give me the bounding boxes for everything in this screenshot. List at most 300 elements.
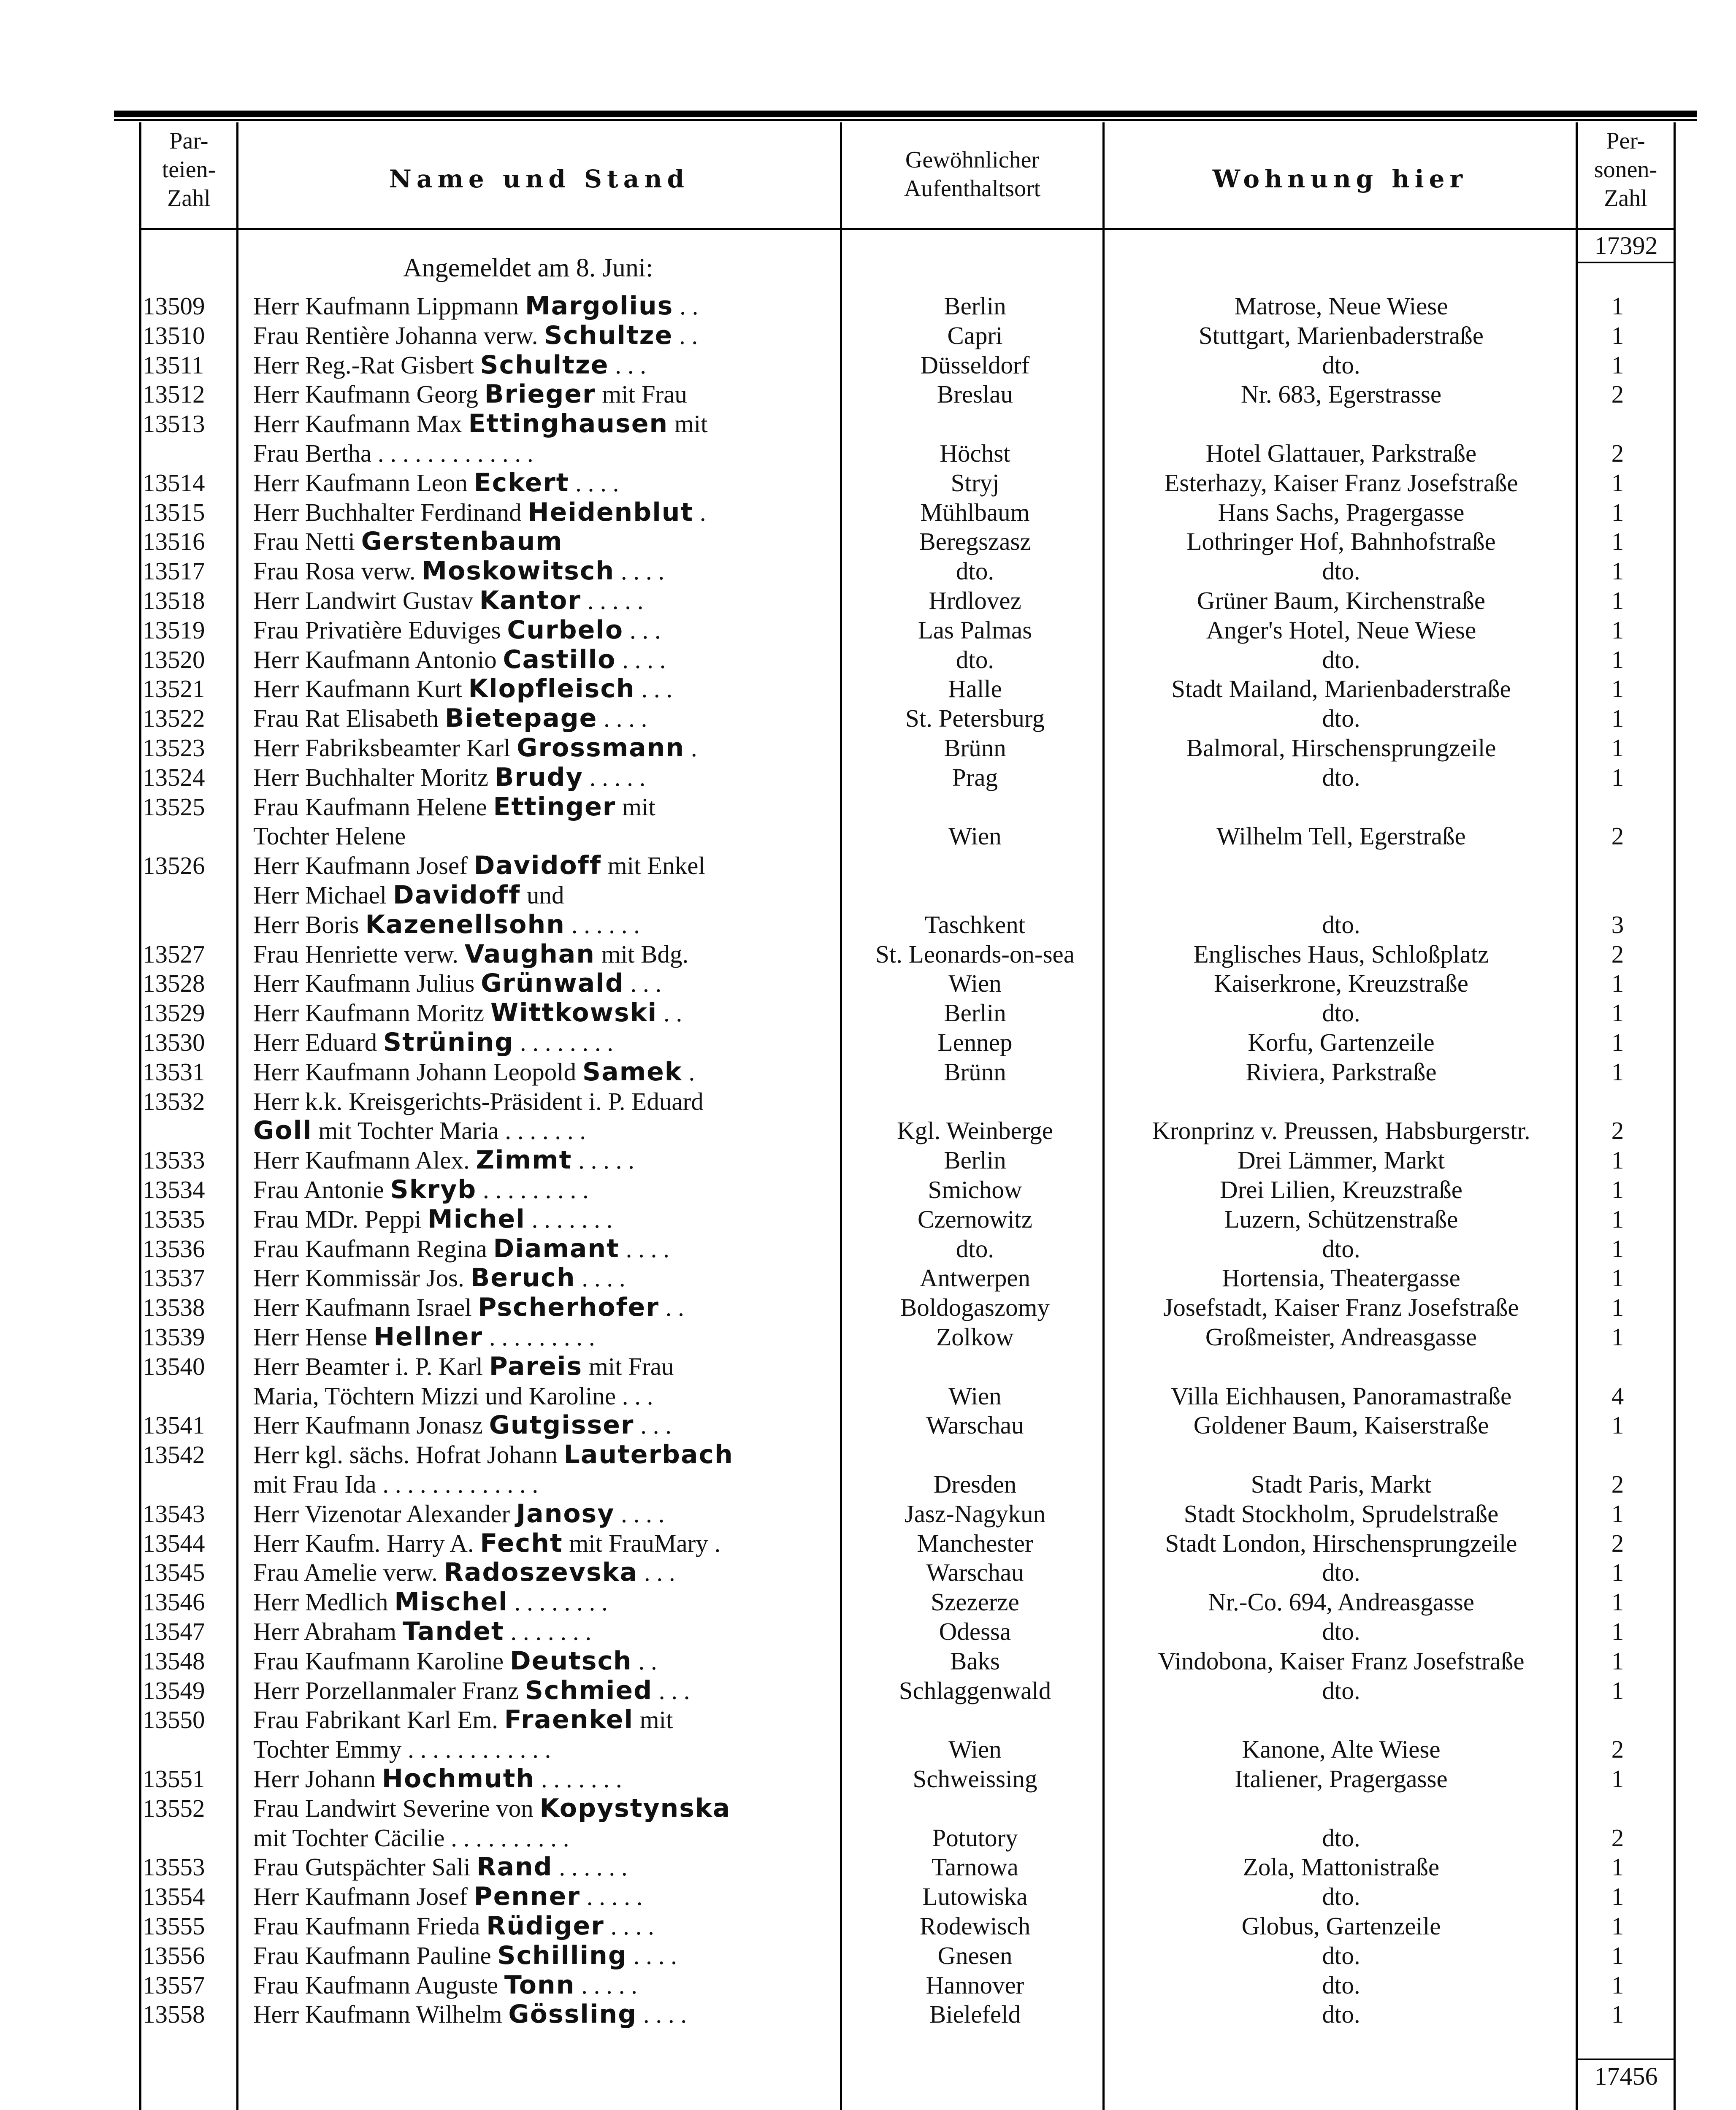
row-number: 13528 [143,969,205,997]
name-suffix: . . . . [627,1942,677,1969]
row-name [253,1469,831,1499]
row-origin: Boldogaszomy [900,1293,1050,1321]
name-suffix: und [520,881,564,909]
row-origin: Breslau [937,380,1013,408]
name-prefix: Herr Kaufmann Antonio [253,646,503,674]
name-suffix: mit Tochter Maria . . . . . . . [312,1117,586,1144]
name-suffix: . . . . . [572,1146,634,1174]
row-residence: Vindobona, Kaiser Franz Josefstraße [1158,1647,1525,1675]
row-name [253,1911,831,1941]
name-prefix: Frau Rosa verw. [253,557,422,585]
row-origin: Berlin [944,1146,1006,1174]
surname: Tonn [504,1970,575,2000]
surname: Penner [474,1882,581,1911]
row-name [253,968,831,998]
row-origin: dto. [956,557,994,585]
row-persons: 1 [1611,1058,1624,1086]
row-persons: 1 [1611,292,1624,320]
surname: Pscherhofer [478,1293,659,1322]
row-residence: Hotel Glattauer, Parkstraße [1205,439,1477,467]
row-persons: 2 [1611,1824,1624,1852]
name-suffix: mit Frau [596,380,687,408]
header-origin-line1: Gewöhnlicher [905,147,1040,173]
row-name [253,1204,831,1234]
name-suffix: . . . . . . . [504,1618,592,1645]
name-prefix: Herr Porzellanmaler Franz [253,1677,525,1704]
name-suffix: . . [657,999,682,1027]
name-suffix: mit FrauMary . [563,1529,721,1557]
name-suffix: mit [616,793,655,821]
name-prefix: Herr Fabriksbeamter Karl [253,734,517,762]
row-name [253,556,831,586]
row-persons: 1 [1611,616,1624,644]
row-persons: 1 [1611,1853,1624,1881]
name-suffix: . . . [653,1677,690,1704]
name-suffix: . . . . [615,1500,665,1528]
surname: Mischel [394,1587,508,1617]
row-number: 13544 [143,1529,205,1557]
name-prefix: Tochter Helene [253,822,406,850]
row-name [253,1410,831,1440]
name-prefix: Herr Kaufm. Harry A. [253,1529,480,1557]
row-persons: 1 [1611,969,1624,997]
surname: Schmied [525,1676,653,1705]
name-suffix: . . . . . . . . [514,1028,614,1056]
row-residence: Zola, Mattonistraße [1243,1853,1440,1881]
name-prefix: Herr Kaufmann Leon [253,469,474,497]
name-prefix: Frau Kaufmann Regina [253,1235,493,1263]
row-residence: Nr.-Co. 694, Andreasgasse [1208,1588,1474,1616]
row-name [253,1823,831,1853]
row-residence: Anger's Hotel, Neue Wiese [1206,616,1476,644]
header-col-persons [1578,127,1674,213]
row-name [253,998,831,1028]
row-number: 13513 [143,410,205,438]
row-persons: 1 [1611,469,1624,497]
row-origin: Rodewisch [919,1912,1031,1940]
name-prefix: Herr Kaufmann Josef [253,852,474,879]
surname: Davidoff [393,880,521,910]
row-persons: 1 [1611,1205,1624,1233]
row-residence: Wilhelm Tell, Egerstraße [1216,822,1466,850]
row-name [253,1941,831,1970]
row-number: 13557 [143,1971,205,1999]
surname: Beruch [470,1263,576,1293]
surname: Ettinger [493,792,616,822]
surname: Margolius [525,291,674,321]
surname: Strüning [383,1028,514,1057]
row-number: 13520 [143,646,205,674]
row-number: 13556 [143,1942,205,1969]
row-name [253,498,831,527]
row-name [253,1528,831,1558]
row-name [253,1499,831,1528]
row-number: 13555 [143,1912,205,1940]
row-residence: Englisches Haus, Schloßplatz [1193,940,1489,968]
carry-out-rule [1578,2059,1674,2060]
header-col-name: Name und Stand [389,165,690,193]
row-name [253,674,831,703]
row-name [253,1322,831,1352]
row-origin: Mühlbaum [920,498,1030,526]
row-name [253,645,831,674]
name-suffix: . . . [609,351,646,379]
row-number: 13537 [143,1264,205,1292]
row-name [253,1440,831,1469]
surname: Skryb [390,1175,477,1204]
row-name [253,1646,831,1676]
row-residence: Hortensia, Theatergasse [1222,1264,1460,1292]
row-origin: Bielefeld [929,2000,1021,2028]
name-prefix: Herr Kaufmann Moritz [253,999,490,1027]
row-origin: Berlin [944,999,1006,1027]
header-persons-line2: sonen- [1594,157,1657,183]
row-residence: Italiener, Pragergasse [1235,1765,1448,1793]
row-persons: 1 [1611,1146,1624,1174]
row-origin: Schweissing [913,1765,1037,1793]
surname: Klopfleisch [468,674,635,703]
row-number: 13530 [143,1028,205,1056]
row-persons: 1 [1611,1883,1624,1910]
row-residence: Esterhazy, Kaiser Franz Josefstraße [1164,469,1518,497]
row-persons: 2 [1611,1470,1624,1498]
row-residence: Stadt London, Hirschensprungzeile [1165,1529,1517,1557]
surname: Pareis [489,1352,583,1381]
row-residence: Drei Lämmer, Markt [1238,1146,1445,1174]
row-residence: Riviera, Parkstraße [1246,1058,1437,1086]
name-prefix: Herr Vizenotar Alexander [253,1500,516,1528]
row-residence: dto. [1322,1618,1360,1645]
row-persons: 1 [1611,1500,1624,1528]
surname: Rüdiger [486,1911,604,1941]
name-suffix: . . . . . . . . . [477,1176,589,1204]
row-origin: Capri [947,322,1003,349]
row-residence: Kanone, Alte Wiese [1242,1735,1441,1763]
row-residence: Josefstadt, Kaiser Franz Josefstraße [1163,1293,1519,1321]
row-number: 13545 [143,1558,205,1586]
surname: Schultze [480,350,609,380]
row-number: 13526 [143,852,205,879]
row-residence: Balmoral, Hirschensprungzeile [1186,734,1496,762]
surname: Vaughan [464,939,595,969]
row-persons: 1 [1611,1588,1624,1616]
name-prefix: mit Tochter Cäcilie . . . . . . . . . . [253,1824,569,1852]
row-number: 13550 [143,1706,205,1734]
name-suffix: . . . . . . . . . [483,1323,595,1351]
surname: Castillo [503,645,616,674]
row-persons: 1 [1611,1912,1624,1940]
surname: Eckert [474,468,569,498]
name-prefix: Herr Landwirt Gustav [253,587,479,614]
row-origin: Brünn [944,1058,1006,1086]
row-number: 13514 [143,469,205,497]
name-suffix: . . . [635,675,673,703]
row-name [253,527,831,556]
row-name [253,1116,831,1145]
row-name [253,615,831,645]
row-origin: Beregszasz [919,528,1031,555]
row-origin: dto. [956,1235,994,1263]
row-name [253,586,831,615]
row-name [253,1617,831,1646]
row-residence: dto. [1322,911,1360,939]
row-number: 13510 [143,322,205,349]
name-prefix: Herr Medlich [253,1588,395,1616]
row-name [253,1794,831,1823]
row-number: 13527 [143,940,205,968]
row-origin: Warschau [926,1558,1024,1586]
name-suffix: . . . [624,969,662,997]
row-origin: Smichow [928,1176,1022,1204]
row-residence: dto. [1322,1558,1360,1586]
surname: Curbelo [507,615,624,645]
row-origin: Hrdlovez [929,587,1021,614]
row-residence: dto. [1322,1883,1360,1910]
name-suffix: . . . . . . . . [508,1588,608,1616]
name-prefix: Frau Kaufmann Helene [253,793,493,821]
row-residence: Drei Lilien, Kreuzstraße [1220,1176,1462,1204]
name-prefix: Frau Rat Elisabeth [253,704,445,732]
row-name [253,1175,831,1204]
surname: Rand [477,1852,553,1882]
row-persons: 1 [1611,646,1624,674]
surname: Hellner [374,1322,483,1352]
row-residence: Großmeister, Andreasgasse [1205,1323,1477,1351]
row-persons: 1 [1611,498,1624,526]
row-name [253,1293,831,1322]
name-prefix: Herr Kaufmann Kurt [253,675,469,703]
surname: Michel [428,1204,525,1234]
header-persons-line1: Per- [1606,128,1645,154]
row-origin: Baks [950,1647,1000,1675]
row-origin: Wien [948,1735,1002,1763]
name-suffix: . . [673,292,699,320]
name-suffix: . . . . . . [552,1853,628,1881]
name-prefix: Herr Michael [253,881,393,909]
name-suffix: . . [659,1293,684,1321]
name-prefix: mit Frau Ida . . . . . . . . . . . . . [253,1470,539,1498]
row-origin: Odessa [939,1618,1011,1645]
header-num-line1: Par- [169,128,209,154]
row-name [253,1705,831,1734]
name-prefix: Herr Kaufmann Alex. [253,1146,476,1174]
name-prefix: Frau Kaufmann Auguste [253,1971,504,1999]
surname: Gerstenbaum [361,527,563,556]
surname: Lauterbach [563,1440,734,1469]
row-name [253,1734,831,1764]
section-label: Angemeldet am 8. Juni: [403,254,653,282]
name-prefix: Frau Fabrikant Karl Em. [253,1706,504,1734]
row-name [253,1882,831,1911]
row-persons: 1 [1611,1323,1624,1351]
row-name [253,910,831,939]
row-origin: Czernowitz [918,1205,1032,1233]
name-suffix: . . . . . . [565,911,640,939]
row-residence: dto. [1322,704,1360,732]
name-suffix: . [685,734,697,762]
header-col-origin [842,146,1102,203]
surname: Tandet [402,1617,504,1646]
row-number: 13517 [143,557,205,585]
row-name [253,1263,831,1293]
row-name [253,409,831,438]
header-origin-line2: Aufenthaltsort [904,176,1041,202]
top-rule-thin [114,119,1697,121]
top-rule [114,111,1697,117]
row-number: 13522 [143,704,205,732]
row-persons: 1 [1611,1677,1624,1704]
row-name [253,350,831,380]
surname: Brieger [484,379,596,409]
row-number: 13518 [143,587,205,614]
name-suffix: . . . . . [575,1971,637,1999]
row-name [253,939,831,969]
name-suffix: mit Frau [582,1353,674,1380]
name-suffix: . . . . [615,557,665,585]
name-prefix: Herr Eduard [253,1028,383,1056]
name-prefix: Frau Kaufmann Frieda [253,1912,487,1940]
surname: Davidoff [474,851,601,880]
row-origin: Stryj [951,469,999,497]
row-origin: dto. [956,646,994,674]
header-num-line2: teien- [162,157,216,183]
surname: Fecht [480,1528,563,1558]
row-origin: Tarnowa [932,1853,1018,1881]
row-residence: Goldener Baum, Kaiserstraße [1193,1411,1489,1439]
row-persons: 2 [1611,822,1624,850]
row-number: 13511 [143,351,204,379]
row-number: 13524 [143,763,205,791]
name-suffix: . . [632,1647,657,1675]
row-number: 13553 [143,1853,205,1881]
surname: Radoszevska [444,1558,638,1587]
surname: Hochmuth [382,1764,535,1794]
surname: Heidenblut [528,498,694,527]
row-persons: 2 [1611,1529,1624,1557]
row-origin: Halle [948,675,1002,703]
row-persons: 1 [1611,2000,1624,2028]
surname: Brudy [494,763,583,792]
surname: Fraenkel [504,1705,634,1734]
row-origin: Gnesen [937,1942,1013,1969]
name-prefix: Frau MDr. Peppi [253,1205,428,1233]
name-prefix: Herr Kaufmann Lippmann [253,292,525,320]
name-suffix: . . . . [604,1912,654,1940]
row-number: 13540 [143,1353,205,1380]
carry-in-total: 17392 [1594,232,1658,260]
row-residence: Matrose, Neue Wiese [1234,292,1448,320]
row-persons: 1 [1611,322,1624,349]
name-prefix: Frau Landwirt Severine von [253,1794,540,1822]
name-prefix: Herr Boris [253,911,366,939]
row-residence: Grüner Baum, Kirchenstraße [1197,587,1486,614]
row-name [253,1145,831,1175]
row-number: 13539 [143,1323,205,1351]
row-residence: dto. [1322,1677,1360,1704]
surname: Ettinghausen [468,409,669,438]
row-name [253,851,831,880]
surname: Deutsch [509,1646,632,1676]
row-residence: Korfu, Gartenzeile [1248,1028,1435,1056]
carry-in-rule [1578,262,1674,263]
name-suffix: . [693,498,706,526]
column-rule-right [1674,122,1676,2110]
name-suffix: . . . . . [581,587,644,614]
row-residence: dto. [1322,1235,1360,1263]
name-prefix: Frau Kaufmann Karoline [253,1647,510,1675]
row-persons: 1 [1611,1293,1624,1321]
surname: Bietepage [444,703,598,733]
name-suffix: mit [633,1706,673,1734]
header-col-home: Wohnung hier [1212,165,1468,193]
row-persons: 1 [1611,1971,1624,1999]
row-residence: dto. [1322,1824,1360,1852]
row-name [253,1676,831,1705]
row-residence: dto. [1322,646,1360,674]
row-number: 13533 [143,1146,205,1174]
row-persons: 1 [1611,1028,1624,1056]
row-persons: 1 [1611,1942,1624,1969]
row-number: 13546 [143,1588,205,1616]
row-persons: 2 [1611,380,1624,408]
row-residence: Stadt Mailand, Marienbaderstraße [1171,675,1511,703]
name-prefix: Herr kgl. sächs. Hofrat Johann [253,1441,564,1469]
header-col-num [141,127,236,213]
row-name [253,438,831,468]
row-persons: 1 [1611,557,1624,585]
row-residence: dto. [1322,1942,1360,1969]
name-suffix: . . . [634,1411,672,1439]
name-prefix: Herr Hense [253,1323,374,1351]
row-number: 13538 [143,1293,205,1321]
row-origin: Taschkent [924,911,1026,939]
row-persons: 1 [1611,1618,1624,1645]
row-origin: Wien [948,1382,1002,1410]
row-residence: Kronprinz v. Preussen, Habsburgerstr. [1152,1117,1530,1144]
row-residence: Stuttgart, Marienbaderstraße [1199,322,1484,349]
row-persons: 1 [1611,1765,1624,1793]
name-prefix: Herr Buchhalter Moritz [253,763,495,791]
row-number: 13509 [143,292,205,320]
surname: Kazenellsohn [365,910,565,939]
name-suffix: . . . . [619,1235,669,1263]
row-residence: dto. [1322,2000,1360,2028]
row-persons: 2 [1611,940,1624,968]
row-number: 13541 [143,1411,205,1439]
surname: Schultze [544,321,673,350]
surname: Zimmt [476,1145,572,1175]
row-name [253,291,831,321]
row-number: 13547 [143,1618,205,1645]
name-prefix: Frau Rentière Johanna verw. [253,322,544,349]
row-number: 13535 [143,1205,205,1233]
row-name [253,703,831,733]
name-prefix: Frau Privatière Eduviges [253,616,507,644]
header-persons-line3: Zahl [1604,185,1647,211]
row-origin: Brünn [944,734,1006,762]
row-origin: Düsseldorf [920,351,1030,379]
name-suffix: mit Enkel [601,852,705,879]
name-suffix: . . . . . . . [535,1765,622,1793]
name-prefix: Herr Kommissär Jos. [253,1264,471,1292]
row-origin: Berlin [944,292,1006,320]
row-residence: Globus, Gartenzeile [1241,1912,1441,1940]
name-prefix: Frau Netti [253,528,361,555]
row-number: 13554 [143,1883,205,1910]
row-number: 13536 [143,1235,205,1263]
name-prefix: Herr Johann [253,1765,382,1793]
name-prefix: Herr Buchhalter Ferdinand [253,498,528,526]
